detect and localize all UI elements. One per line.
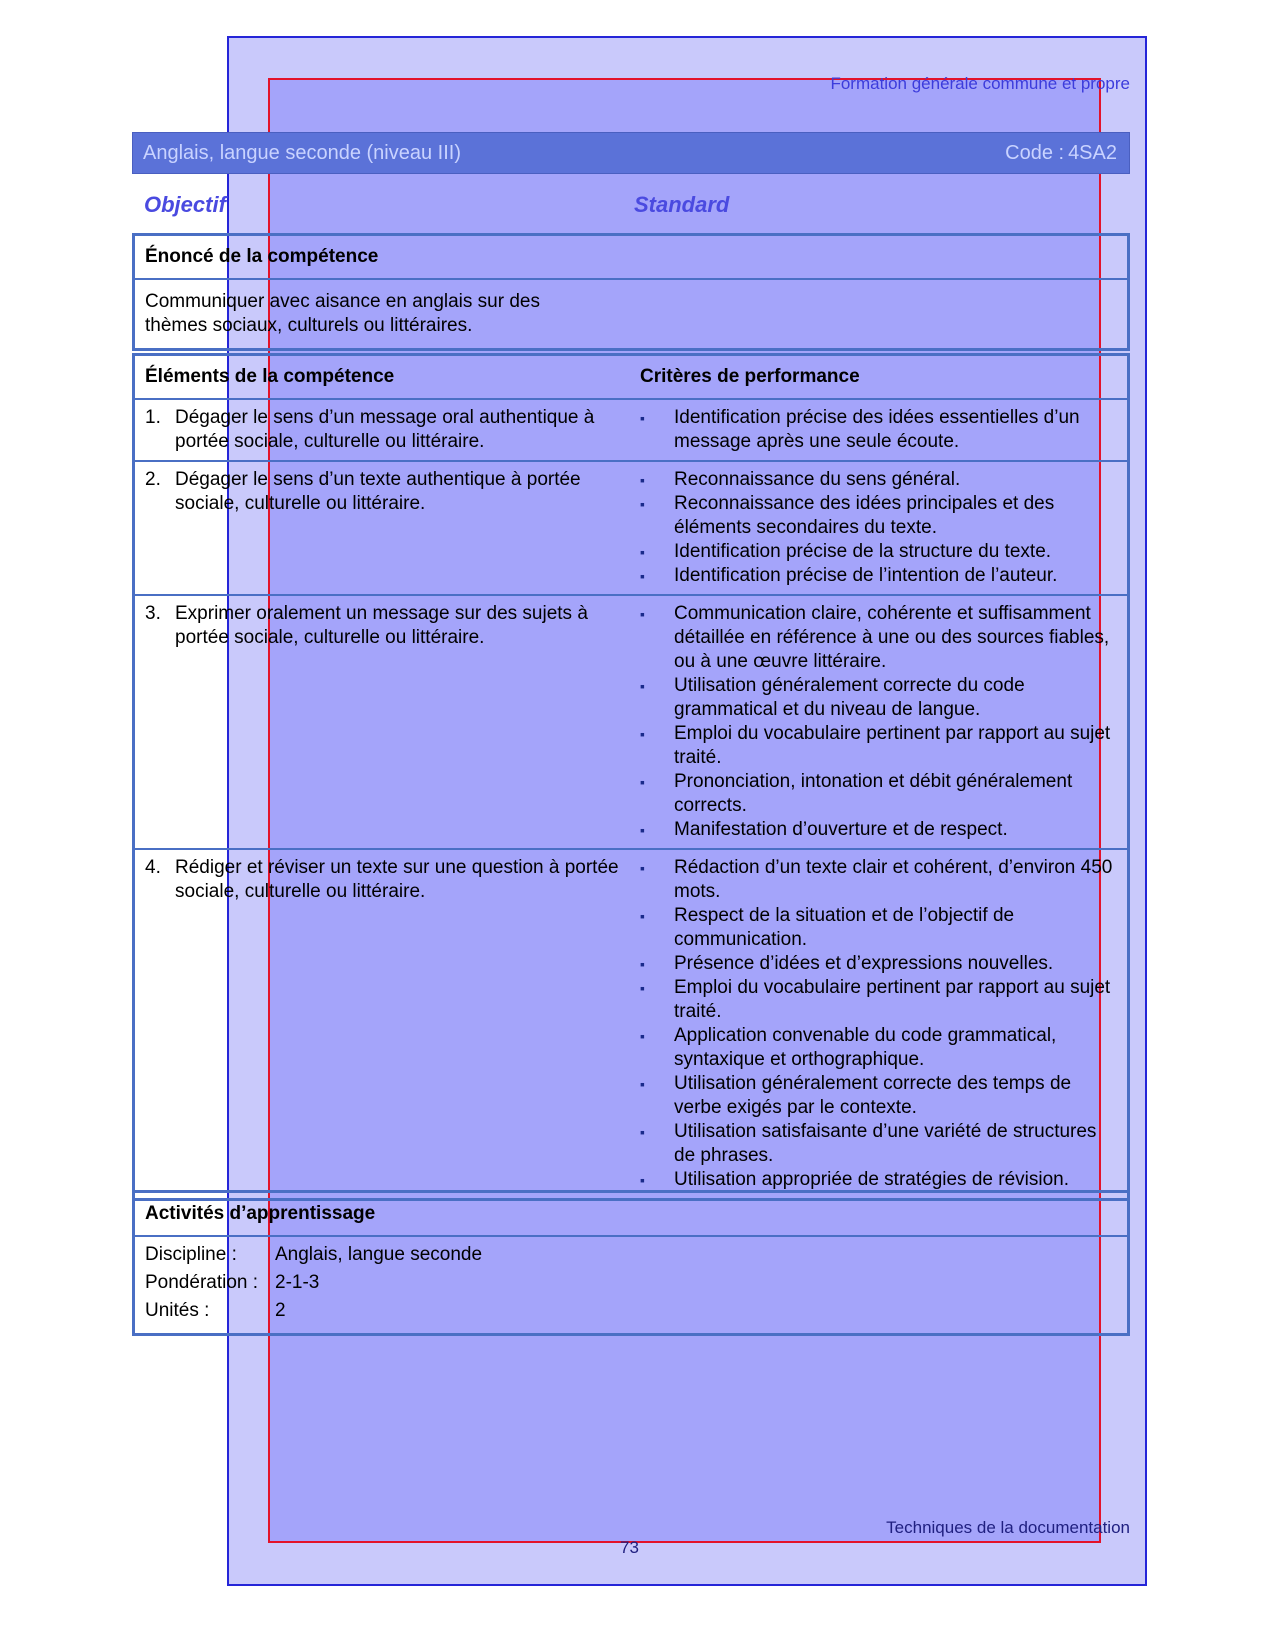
course-title: Anglais, langue seconde (niveau III) [143,141,461,164]
course-code-value: 4SA2 [1068,141,1117,164]
activities-heading: Activités d’apprentissage [135,1193,1127,1237]
footer-program-name: Techniques de la documentation [886,1518,1130,1537]
discipline-label: Discipline : [145,1244,237,1265]
criterion-item: ▪ Emploi du vocabulaire pertinent par rapport au sujet traité. [640,722,1117,770]
discipline-row [145,1241,1117,1269]
criterion-item: ▪ Utilisation généralement correcte du code grammatical et du niveau de langue. [640,674,1117,722]
criterion-item: ▪ Utilisation appropriée de stratégies de révision. [640,1168,1117,1192]
criterion-item: ▪ Reconnaissance du sens général. [640,468,1117,492]
element-number: 1. [145,407,161,428]
element-text: Exprimer oralement un message sur des sujets à portée sociale, culturelle ou littéraire. [175,603,588,648]
enonce-line-2: thèmes sociaux, culturels ou littéraires. [145,315,473,336]
activities-body [135,1237,1127,1333]
element-text: Rédiger et réviser un texte sur une question à portée sociale, culturelle ou littéraire. [175,857,619,902]
discipline-value: Anglais, langue seconde [275,1244,483,1265]
element-number: 3. [145,603,161,624]
element-cell [135,850,630,1198]
objectif-heading: Objectif [144,192,226,217]
criteria-list [640,406,1117,454]
element-item [145,856,620,904]
criteria-cell [630,850,1127,1198]
ponderation-row [145,1269,1117,1297]
criterion-item: ▪ Reconnaissance des idées principales et des éléments secondaires du texte. [640,492,1117,540]
elements-heading: Éléments de la compétence [135,356,630,400]
elements-table [135,356,1127,1198]
standard-heading: Standard [634,192,730,217]
criterion-item: ▪ Identification précise de l’intention de l’auteur. [640,564,1117,588]
unites-row [145,1297,1117,1325]
unites-label: Unités : [145,1300,210,1321]
element-item [145,468,620,516]
criterion-item: ▪ Utilisation satisfaisante d’une variété de structures de phrases. [640,1120,1117,1168]
criteria-cell [630,462,1127,596]
criteria-heading: Critères de performance [630,356,1127,400]
criterion-item: ▪ Respect de la situation et de l’objectif de communication. [640,904,1117,952]
element-cell [135,596,630,850]
criterion-item: ▪ Rédaction d’un texte clair et cohérent, d’environ 450 mots. [640,856,1117,904]
ponderation-value: 2-1-3 [275,1272,320,1293]
enonce-text [135,280,1127,348]
element-item [145,406,620,454]
element-text: Dégager le sens d’un message oral authentique à portée sociale, culturelle ou littéraire. [175,407,595,452]
criteria-list [640,856,1117,1192]
criterion-item: ▪ Application convenable du code grammatical, syntaxique et orthographique. [640,1024,1117,1072]
criterion-item: ▪ Emploi du vocabulaire pertinent par rapport au sujet traité. [640,976,1117,1024]
criterion-item: ▪ Présence d’idées et d’expressions nouvelles. [640,952,1117,976]
activities-box [132,1190,1130,1336]
course-code-label: Code : [1005,141,1065,164]
element-cell [135,462,630,596]
element-item [145,602,620,650]
element-cell [135,400,630,462]
page-number: 73 [620,1538,639,1557]
enonce-line-1: Communiquer avec aisance en anglais sur des [145,291,540,312]
element-number: 4. [145,857,161,878]
criterion-item: ▪ Communication claire, cohérente et suffisamment détaillée en référence à une ou des sources fiables, ou à une œuvre littéraire. [640,602,1117,674]
criterion-item: ▪ Identification précise des idées essentielles d’un message après une seule écoute. [640,406,1117,454]
enonce-box [132,233,1130,351]
header-program-label: Formation générale commune et propre [830,74,1130,93]
criteria-cell [630,400,1127,462]
course-code [1005,142,1117,165]
criterion-item: ▪ Identification précise de la structure du texte. [640,540,1117,564]
element-text: Dégager le sens d’un texte authentique à portée sociale, culturelle ou littéraire. [175,469,581,514]
enonce-heading: Énoncé de la compétence [135,236,1127,280]
criteria-list [640,602,1117,842]
criterion-item: ▪ Prononciation, intonation et débit généralement corrects. [640,770,1117,818]
criterion-item: ▪ Utilisation généralement correcte des temps de verbe exigés par le contexte. [640,1072,1117,1120]
criteria-cell [630,596,1127,850]
unites-value: 2 [275,1300,286,1321]
course-title-bar [132,132,1130,174]
ponderation-label: Pondération : [145,1272,259,1293]
elements-box [132,353,1130,1201]
criteria-list [640,468,1117,588]
criterion-item: ▪ Manifestation d’ouverture et de respect. [640,818,1117,842]
element-number: 2. [145,469,161,490]
